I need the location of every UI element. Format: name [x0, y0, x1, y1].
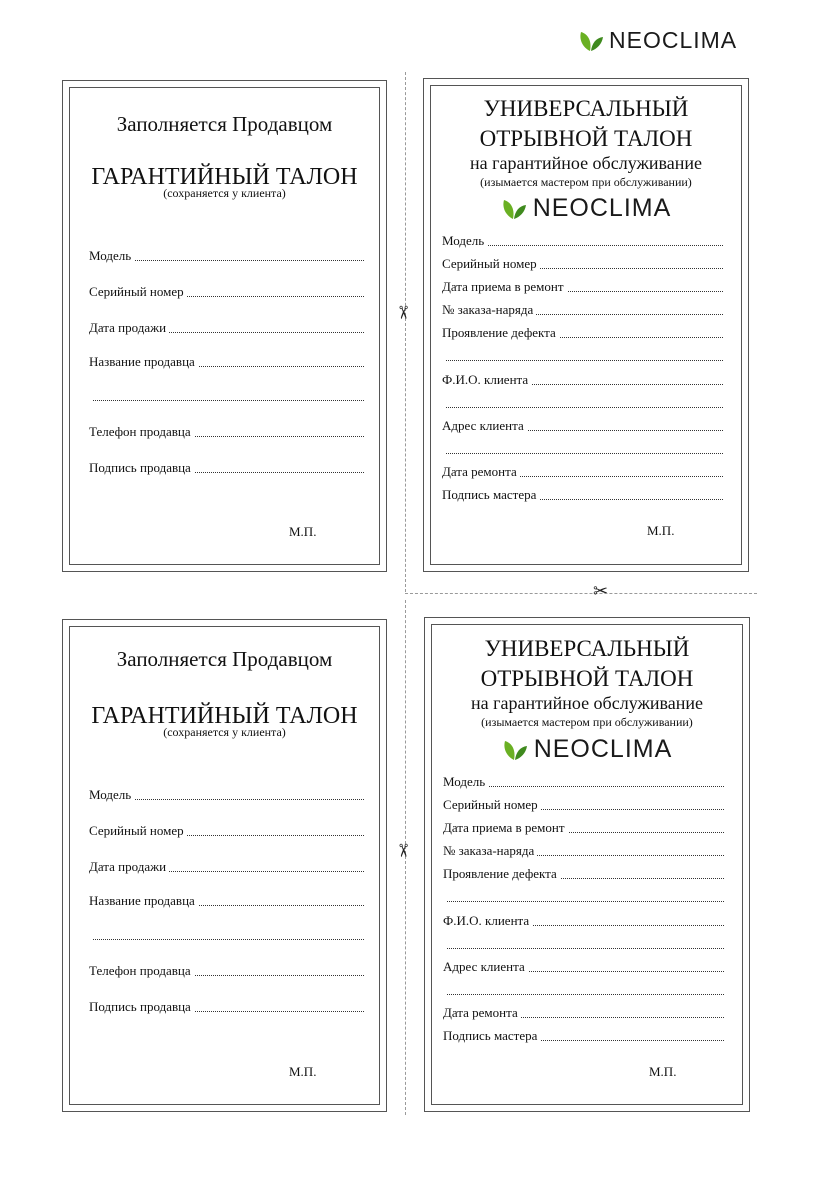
field-client-name-cont[interactable] — [442, 395, 723, 411]
coupon-inner-border — [431, 624, 743, 1105]
field-model[interactable]: Модель — [89, 248, 364, 264]
seller-coupon — [62, 80, 387, 572]
field-sale-date[interactable]: Дата продажи — [89, 320, 364, 336]
coupon-subtitle: (сохраняется у клиента) — [163, 725, 286, 739]
leaf-logo-icon — [502, 738, 528, 762]
field-seller-name[interactable]: Название продавца — [89, 354, 364, 370]
field-intake-date[interactable]: Дата приема в ремонт — [442, 279, 723, 295]
coupon-subtitle: (сохраняется у клиента) — [163, 186, 286, 200]
stamp-placeholder: М.П. — [289, 524, 317, 539]
field-model[interactable]: Модель — [442, 233, 723, 249]
horizontal-cut-line — [405, 593, 757, 594]
repair-coupon — [424, 617, 750, 1112]
field-seller-phone[interactable]: Телефон продавца — [89, 424, 364, 440]
field-intake-date[interactable]: Дата приема в ремонт — [443, 820, 724, 836]
field-seller-name-cont[interactable] — [89, 927, 364, 943]
repair-title-line1: УНИВЕРСАЛЬНЫЙ — [483, 96, 689, 121]
stamp-placeholder: М.П. — [289, 1064, 317, 1079]
coupon-title: ГАРАНТИЙНЫЙ ТАЛОН — [91, 164, 358, 190]
repair-note: (изымается мастером при обслуживании) — [481, 715, 693, 729]
field-sale-date[interactable]: Дата продажи — [89, 859, 364, 875]
field-seller-phone[interactable]: Телефон продавца — [89, 963, 364, 979]
field-client-name-cont[interactable] — [443, 936, 724, 952]
field-serial[interactable]: Серийный номер — [442, 256, 723, 272]
seller-header: Заполняется Продавцом — [116, 112, 333, 136]
coupon-brand-logo — [432, 735, 742, 764]
field-client-name[interactable]: Ф.И.О. клиента — [442, 372, 723, 388]
field-serial[interactable]: Серийный номер — [443, 797, 724, 813]
vertical-cut-line — [405, 72, 406, 592]
repair-subtitle: на гарантийное обслуживание — [469, 153, 703, 173]
field-order-number[interactable]: № заказа-наряда — [442, 302, 723, 318]
seller-coupon — [62, 619, 387, 1112]
seller-header: Заполняется Продавцом — [116, 647, 333, 671]
field-repair-date[interactable]: Дата ремонта — [443, 1005, 724, 1021]
repair-subtitle: на гарантийное обслуживание — [470, 693, 704, 713]
field-seller-name-cont[interactable] — [89, 388, 364, 404]
field-order-number[interactable]: № заказа-наряда — [443, 843, 724, 859]
scissors-icon: ✂ — [392, 304, 414, 321]
field-serial[interactable]: Серийный номер — [89, 284, 364, 300]
field-seller-name[interactable]: Название продавца — [89, 893, 364, 909]
coupon-brand-logo — [431, 194, 741, 223]
field-technician-signature[interactable]: Подпись мастера — [442, 487, 723, 503]
field-model[interactable]: Модель — [443, 774, 724, 790]
field-technician-signature[interactable]: Подпись мастера — [443, 1028, 724, 1044]
brand-name: NEOCLIMA — [533, 735, 673, 763]
field-seller-signature[interactable]: Подпись продавца — [89, 999, 364, 1015]
repair-title-line2: ОТРЫВНОЙ ТАЛОН — [479, 126, 693, 151]
field-defect[interactable]: Проявление дефекта — [443, 866, 724, 882]
field-client-address[interactable]: Адрес клиента — [442, 418, 723, 434]
brand-name: NEOCLIMA — [532, 194, 672, 222]
coupon-title: ГАРАНТИЙНЫЙ ТАЛОН — [91, 703, 358, 729]
field-defect[interactable]: Проявление дефекта — [442, 325, 723, 341]
field-client-address-cont[interactable] — [443, 982, 724, 998]
stamp-placeholder: М.П. — [649, 1064, 677, 1079]
field-defect-cont[interactable] — [442, 348, 723, 364]
stamp-placeholder: М.П. — [647, 523, 675, 538]
field-defect-cont[interactable] — [443, 889, 724, 905]
field-seller-signature[interactable]: Подпись продавца — [89, 460, 364, 476]
field-client-address[interactable]: Адрес клиента — [443, 959, 724, 975]
repair-title-line2: ОТРЫВНОЙ ТАЛОН — [480, 666, 694, 691]
leaf-logo-icon — [501, 197, 527, 221]
leaf-logo-icon — [578, 29, 604, 53]
scissors-icon: ✂ — [593, 581, 609, 602]
field-repair-date[interactable]: Дата ремонта — [442, 464, 723, 480]
field-serial[interactable]: Серийный номер — [89, 823, 364, 839]
brand-logo — [578, 27, 737, 54]
brand-name: NEOCLIMA — [609, 27, 738, 53]
coupon-inner-border — [69, 87, 380, 565]
coupon-inner-border — [69, 626, 380, 1105]
repair-title-line1: УНИВЕРСАЛЬНЫЙ — [484, 636, 690, 661]
field-client-address-cont[interactable] — [442, 441, 723, 457]
scissors-icon: ✂ — [392, 842, 414, 859]
field-model[interactable]: Модель — [89, 787, 364, 803]
repair-coupon — [423, 78, 749, 572]
repair-note: (изымается мастером при обслуживании) — [480, 175, 692, 189]
coupon-inner-border — [430, 85, 742, 565]
field-client-name[interactable]: Ф.И.О. клиента — [443, 913, 724, 929]
